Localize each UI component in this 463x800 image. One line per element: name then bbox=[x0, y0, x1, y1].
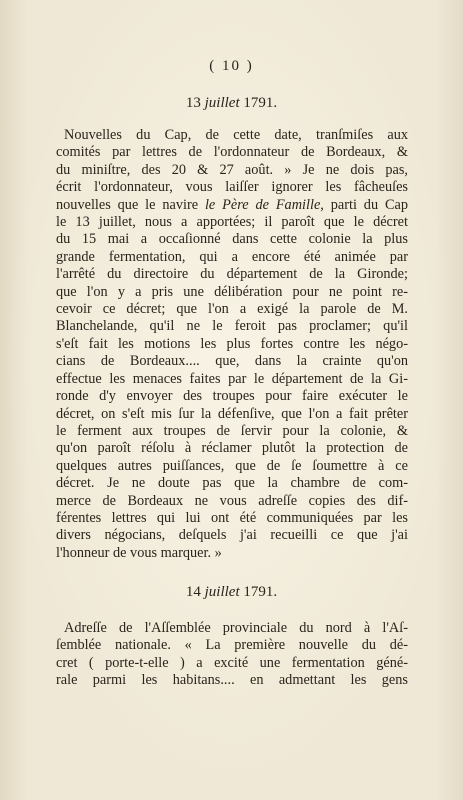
page-number: ( 10 ) bbox=[209, 58, 254, 74]
text-line: Adreſſe de l'Aſſemblée provinciale du nord à l'Aſ- bbox=[64, 620, 408, 636]
entry-date-heading bbox=[0, 95, 463, 112]
text-line: ſemblée nationale. « La première nouvelle du dé- bbox=[56, 637, 408, 654]
text-line: que l'on y a pris une délibération pour ne point re- bbox=[56, 283, 408, 300]
text-line: s'eſt fait les motions les plus fortes contre les négo- bbox=[56, 335, 408, 352]
text-line: grande fermentation, qui a encore été animée par bbox=[56, 248, 408, 265]
ship-name: le Père de Famille bbox=[204, 196, 321, 213]
text-line: cevoir ce décret; que l'on a exigé la parole de M. bbox=[56, 301, 408, 318]
text-line: cret ( porte-t-elle ) a excité une fermentation géné- bbox=[56, 654, 408, 671]
text-line: quelques autres puiſſances, que de ſe ſoumettre à ce bbox=[56, 457, 408, 474]
text-line: l'arrêté du directoire du département de la Gironde; bbox=[56, 266, 408, 283]
text-line: Nouvelles du Cap, de cette date, tranſmiſes aux bbox=[64, 127, 408, 143]
text-line: décret. Je ne doute pas que la chambre de com- bbox=[56, 475, 408, 492]
text-line: effectue les menaces faites par le département de la Gi- bbox=[56, 370, 408, 387]
date-month: juillet bbox=[204, 95, 240, 111]
text-line: merce de Bordeaux ne vous adreſſe copies des dif- bbox=[56, 492, 408, 509]
text-line: comités par lettres de l'ordonnateur de Bordeaux, & bbox=[56, 144, 408, 161]
entry-paragraph bbox=[56, 620, 408, 690]
date-year: 1791. bbox=[243, 95, 278, 111]
text-line: le 13 juillet, nous a apportées; il paroît que le décret bbox=[56, 214, 408, 231]
date-day: 13 bbox=[185, 95, 201, 111]
text-line: du miniſtre, des 20 & 27 août. » Je ne dois pas, bbox=[56, 161, 408, 178]
text-line: ronde d'y envoyer des troupes pour faire exécuter le bbox=[56, 388, 408, 405]
text-line: le ferment aux troupes de ſervir pour la colonie, & bbox=[56, 422, 408, 439]
date-day: 14 bbox=[185, 584, 201, 600]
text-line: décret, on s'eſt mis ſur la défenſive, que l'on a fait prêter bbox=[56, 405, 408, 422]
entry-paragraph bbox=[56, 127, 408, 562]
text-line: qu'on paroît réſolu à réclamer plutôt la protection de bbox=[56, 440, 408, 457]
text-line: férentes lettres qui lui ont été communiquées par les bbox=[56, 509, 408, 526]
text-line: écrit l'ordonnateur, vous laiſſer ignorer les fâcheuſes bbox=[56, 179, 408, 196]
text-line: Blanchelande, qu'il ne le feroit pas proclamer; qu'il bbox=[56, 318, 408, 335]
text-line: cians de Bordeaux.... que, dans la crainte qu'on bbox=[56, 353, 408, 370]
text-line: du 15 mai a occaſionné dans cette colonie la plus bbox=[56, 231, 408, 248]
date-year: 1791. bbox=[243, 584, 278, 600]
text-line: rale parmi les habitans.... en admettant les gens bbox=[56, 672, 408, 689]
date-month: juillet bbox=[204, 584, 240, 600]
text-line: divers négocians, deſquels j'ai recueilli ce que j'ai bbox=[56, 527, 408, 544]
entry-date-heading bbox=[0, 584, 463, 601]
text-line: nouvelles que le navire le Père de Famille, parti du Cap bbox=[56, 196, 408, 213]
text-line: l'honneur de vous marquer. » bbox=[56, 544, 222, 561]
